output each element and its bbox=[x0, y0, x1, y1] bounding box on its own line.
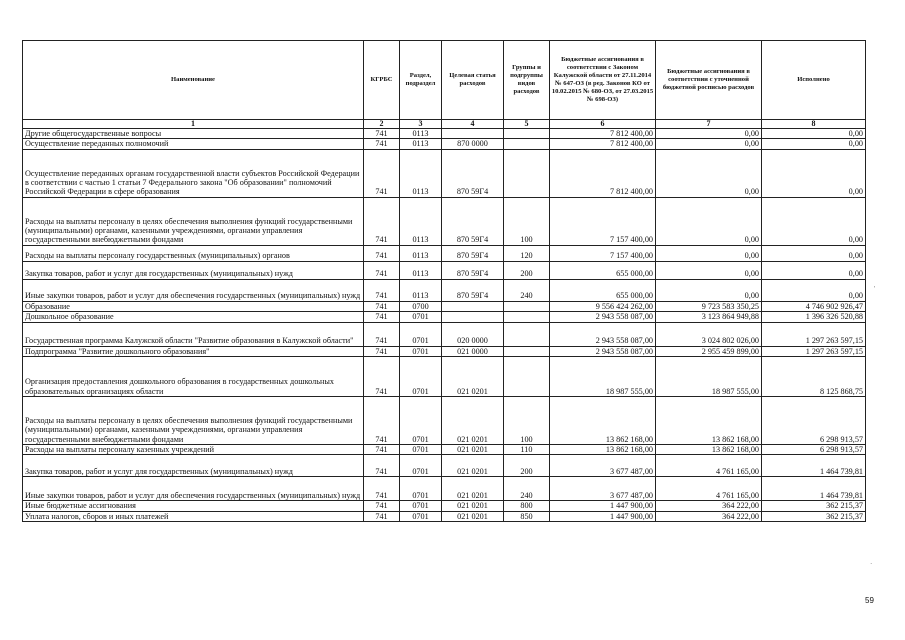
cell-name: Дошкольное образование bbox=[23, 312, 364, 322]
cell-refined: 13 862 168,00 bbox=[656, 397, 762, 445]
table-row bbox=[23, 129, 866, 139]
cell-target: 021 0201 bbox=[442, 477, 504, 501]
table-row bbox=[23, 455, 866, 477]
col-header-name: Наименование bbox=[23, 41, 364, 120]
cell-group: 850 bbox=[504, 511, 550, 521]
cell-name: Иные закупки товаров, работ и услуг для обеспечения государственных (муниципальных) нужд bbox=[23, 279, 364, 301]
cell-kgrbs: 741 bbox=[364, 279, 400, 301]
cell-refined: 2 955 459 899,00 bbox=[656, 346, 762, 356]
cell-kgrbs: 741 bbox=[364, 197, 400, 245]
table-row bbox=[23, 261, 866, 279]
cell-refined: 3 024 802 026,00 bbox=[656, 322, 762, 346]
table-body bbox=[23, 129, 866, 522]
cell-refined: 0,00 bbox=[656, 261, 762, 279]
cell-target: 870 0000 bbox=[442, 139, 504, 149]
cell-exec: 0,00 bbox=[762, 279, 866, 301]
cell-target bbox=[442, 129, 504, 139]
cell-target: 020 0000 bbox=[442, 322, 504, 346]
col-number: 7 bbox=[656, 120, 762, 129]
cell-alloc: 1 447 900,00 bbox=[550, 511, 656, 521]
cell-refined: 364 222,00 bbox=[656, 511, 762, 521]
col-header-allocations: Бюджетные ассигнования в соответствии с Законом Калужской области от 27.11.2014 № 647-ОЗ (в ред. Законов КО от 10.02.2015 № 680-ОЗ, от 27.03.2015 № 698-ОЗ) bbox=[550, 41, 656, 120]
cell-target bbox=[442, 312, 504, 322]
cell-alloc: 7 812 400,00 bbox=[550, 149, 656, 197]
cell-name: Образование bbox=[23, 301, 364, 311]
cell-exec: 362 215,37 bbox=[762, 511, 866, 521]
cell-kgrbs: 741 bbox=[364, 322, 400, 346]
cell-group: 240 bbox=[504, 279, 550, 301]
cell-refined: 0,00 bbox=[656, 245, 762, 261]
col-number: 5 bbox=[504, 120, 550, 129]
cell-exec: 1 396 326 520,88 bbox=[762, 312, 866, 322]
cell-alloc: 2 943 558 087,00 bbox=[550, 322, 656, 346]
cell-group: 110 bbox=[504, 445, 550, 455]
cell-exec: 0,00 bbox=[762, 261, 866, 279]
cell-group bbox=[504, 301, 550, 311]
cell-section: 0701 bbox=[400, 397, 442, 445]
cell-name: Расходы на выплаты персоналу казенных учреждений bbox=[23, 445, 364, 455]
col-number: 2 bbox=[364, 120, 400, 129]
cell-target: 021 0000 bbox=[442, 346, 504, 356]
cell-kgrbs: 741 bbox=[364, 245, 400, 261]
cell-refined: 364 222,00 bbox=[656, 501, 762, 511]
cell-group: 100 bbox=[504, 397, 550, 445]
cell-section: 0113 bbox=[400, 245, 442, 261]
cell-group bbox=[504, 346, 550, 356]
cell-refined: 3 123 864 949,88 bbox=[656, 312, 762, 322]
table-row bbox=[23, 511, 866, 521]
cell-section: 0113 bbox=[400, 129, 442, 139]
cell-name: Закупка товаров, работ и услуг для государственных (муниципальных) нужд bbox=[23, 261, 364, 279]
col-header-execution: Исполнено bbox=[762, 41, 866, 120]
cell-section: 0113 bbox=[400, 149, 442, 197]
cell-group: 800 bbox=[504, 501, 550, 511]
col-header-refined: Бюджетные ассигнования в соответствии с уточненной бюджетной росписью расходов bbox=[656, 41, 762, 120]
cell-refined: 9 723 583 350,25 bbox=[656, 301, 762, 311]
cell-group: 100 bbox=[504, 197, 550, 245]
cell-name: Осуществление переданных органам государственной власти субъектов Российской Федерации в соответствии с частью 1 статьи 7 Федерального закона "Об образовании" полномочий Российской Федерации в сфере образования bbox=[23, 149, 364, 197]
cell-name: Подпрограмма "Развитие дошкольного образования" bbox=[23, 346, 364, 356]
cell-alloc: 2 943 558 087,00 bbox=[550, 346, 656, 356]
cell-section: 0701 bbox=[400, 312, 442, 322]
cell-section: 0113 bbox=[400, 261, 442, 279]
cell-name: Иные закупки товаров, работ и услуг для обеспечения государственных (муниципальных) нужд bbox=[23, 477, 364, 501]
cell-target: 870 59Г4 bbox=[442, 279, 504, 301]
table-row bbox=[23, 357, 866, 397]
budget-table bbox=[22, 40, 866, 522]
cell-kgrbs: 741 bbox=[364, 149, 400, 197]
cell-kgrbs: 741 bbox=[364, 501, 400, 511]
cell-kgrbs: 741 bbox=[364, 445, 400, 455]
cell-name: Закупка товаров, работ и услуг для государственных (муниципальных) нужд bbox=[23, 455, 364, 477]
cell-kgrbs: 741 bbox=[364, 397, 400, 445]
cell-alloc: 13 862 168,00 bbox=[550, 445, 656, 455]
cell-refined: 18 987 555,00 bbox=[656, 357, 762, 397]
cell-section: 0701 bbox=[400, 501, 442, 511]
table-row bbox=[23, 139, 866, 149]
cell-group bbox=[504, 312, 550, 322]
header-row bbox=[23, 41, 866, 120]
cell-refined: 0,00 bbox=[656, 129, 762, 139]
cell-section: 0113 bbox=[400, 139, 442, 149]
cell-alloc: 18 987 555,00 bbox=[550, 357, 656, 397]
cell-target: 021 0201 bbox=[442, 397, 504, 445]
cell-group bbox=[504, 149, 550, 197]
cell-refined: 0,00 bbox=[656, 279, 762, 301]
table-row bbox=[23, 149, 866, 197]
cell-exec: 0,00 bbox=[762, 129, 866, 139]
cell-group bbox=[504, 357, 550, 397]
cell-target: 021 0201 bbox=[442, 455, 504, 477]
cell-target: 870 59Г4 bbox=[442, 261, 504, 279]
cell-name: Организация предоставления дошкольного образования в государственных дошкольных образовательных организациях области bbox=[23, 357, 364, 397]
cell-refined: 0,00 bbox=[656, 149, 762, 197]
cell-alloc: 7 812 400,00 bbox=[550, 139, 656, 149]
table-row bbox=[23, 301, 866, 311]
cell-target: 021 0201 bbox=[442, 445, 504, 455]
cell-group: 200 bbox=[504, 455, 550, 477]
col-number: 3 bbox=[400, 120, 442, 129]
cell-kgrbs: 741 bbox=[364, 511, 400, 521]
cell-section: 0701 bbox=[400, 477, 442, 501]
cell-alloc: 655 000,00 bbox=[550, 279, 656, 301]
cell-target bbox=[442, 301, 504, 311]
col-number: 6 bbox=[550, 120, 656, 129]
cell-alloc: 7 157 400,00 bbox=[550, 197, 656, 245]
cell-refined: 4 761 165,00 bbox=[656, 477, 762, 501]
cell-target: 021 0201 bbox=[442, 357, 504, 397]
table-row bbox=[23, 397, 866, 445]
cell-target: 870 59Г4 bbox=[442, 149, 504, 197]
cell-kgrbs: 741 bbox=[364, 357, 400, 397]
cell-section: 0701 bbox=[400, 357, 442, 397]
cell-name: Иные бюджетные ассигнования bbox=[23, 501, 364, 511]
cell-exec: 0,00 bbox=[762, 245, 866, 261]
cell-alloc: 13 862 168,00 bbox=[550, 397, 656, 445]
cell-refined: 4 761 165,00 bbox=[656, 455, 762, 477]
cell-kgrbs: 741 bbox=[364, 301, 400, 311]
cell-name: Государственная программа Калужской области "Развитие образования в Калужской области" bbox=[23, 322, 364, 346]
cell-alloc: 2 943 558 087,00 bbox=[550, 312, 656, 322]
cell-exec: 4 746 902 926,47 bbox=[762, 301, 866, 311]
cell-name: Расходы на выплаты персоналу в целях обеспечения выполнения функций государственными (муниципальными) органами, казенными учреждениями, органами управления государственными внебюджетными фондами bbox=[23, 197, 364, 245]
cell-exec: 1 464 739,81 bbox=[762, 477, 866, 501]
cell-alloc: 1 447 900,00 bbox=[550, 501, 656, 511]
cell-alloc: 655 000,00 bbox=[550, 261, 656, 279]
table-row bbox=[23, 197, 866, 245]
cell-section: 0701 bbox=[400, 445, 442, 455]
cell-alloc: 7 812 400,00 bbox=[550, 129, 656, 139]
cell-exec: 0,00 bbox=[762, 197, 866, 245]
cell-exec: 1 464 739,81 bbox=[762, 455, 866, 477]
col-header-section: Раздел, подраздел bbox=[400, 41, 442, 120]
cell-alloc: 3 677 487,00 bbox=[550, 477, 656, 501]
col-header-target: Целевая статья расходов bbox=[442, 41, 504, 120]
col-number: 8 bbox=[762, 120, 866, 129]
cell-exec: 1 297 263 597,15 bbox=[762, 346, 866, 356]
cell-exec: 0,00 bbox=[762, 149, 866, 197]
cell-group bbox=[504, 139, 550, 149]
cell-exec: 0,00 bbox=[762, 139, 866, 149]
cell-name: Осуществление переданных полномочий bbox=[23, 139, 364, 149]
cell-exec: 362 215,37 bbox=[762, 501, 866, 511]
table-row bbox=[23, 245, 866, 261]
cell-alloc: 7 157 400,00 bbox=[550, 245, 656, 261]
col-header-groups: Группы и подгруппы видов расходов bbox=[504, 41, 550, 120]
cell-kgrbs: 741 bbox=[364, 312, 400, 322]
table-row bbox=[23, 501, 866, 511]
cell-kgrbs: 741 bbox=[364, 455, 400, 477]
scan-speck: · bbox=[870, 560, 873, 568]
cell-target: 021 0201 bbox=[442, 501, 504, 511]
cell-group: 200 bbox=[504, 261, 550, 279]
cell-kgrbs: 741 bbox=[364, 261, 400, 279]
cell-alloc: 3 677 487,00 bbox=[550, 455, 656, 477]
table-row bbox=[23, 312, 866, 322]
table-row bbox=[23, 322, 866, 346]
cell-group bbox=[504, 129, 550, 139]
cell-refined: 0,00 bbox=[656, 197, 762, 245]
cell-section: 0701 bbox=[400, 322, 442, 346]
scan-speck: ' bbox=[874, 285, 876, 293]
cell-name: Расходы на выплаты персоналу в целях обеспечения выполнения функций государственными (муниципальными) органами, казенными учреждениями, органами управления государственными внебюджетными фондами bbox=[23, 397, 364, 445]
cell-section: 0701 bbox=[400, 455, 442, 477]
cell-section: 0113 bbox=[400, 279, 442, 301]
cell-kgrbs: 741 bbox=[364, 346, 400, 356]
cell-group bbox=[504, 322, 550, 346]
cell-group: 120 bbox=[504, 245, 550, 261]
cell-section: 0701 bbox=[400, 511, 442, 521]
cell-kgrbs: 741 bbox=[364, 477, 400, 501]
table-row bbox=[23, 279, 866, 301]
col-number: 1 bbox=[23, 120, 364, 129]
cell-section: 0700 bbox=[400, 301, 442, 311]
cell-target: 870 59Г4 bbox=[442, 245, 504, 261]
table-row bbox=[23, 477, 866, 501]
col-header-kgrbs: КГРБС bbox=[364, 41, 400, 120]
cell-kgrbs: 741 bbox=[364, 129, 400, 139]
cell-refined: 13 862 168,00 bbox=[656, 445, 762, 455]
cell-name: Расходы на выплаты персоналу государственных (муниципальных) органов bbox=[23, 245, 364, 261]
cell-exec: 1 297 263 597,15 bbox=[762, 322, 866, 346]
cell-section: 0113 bbox=[400, 197, 442, 245]
cell-alloc: 9 556 424 262,00 bbox=[550, 301, 656, 311]
col-number: 4 bbox=[442, 120, 504, 129]
cell-target: 870 59Г4 bbox=[442, 197, 504, 245]
cell-name: Другие общегосударственные вопросы bbox=[23, 129, 364, 139]
cell-exec: 6 298 913,57 bbox=[762, 397, 866, 445]
column-number-row bbox=[23, 120, 866, 129]
page-number: 59 bbox=[865, 596, 874, 605]
cell-group: 240 bbox=[504, 477, 550, 501]
cell-kgrbs: 741 bbox=[364, 139, 400, 149]
cell-name: Уплата налогов, сборов и иных платежей bbox=[23, 511, 364, 521]
cell-section: 0701 bbox=[400, 346, 442, 356]
cell-refined: 0,00 bbox=[656, 139, 762, 149]
table-row bbox=[23, 445, 866, 455]
table-row bbox=[23, 346, 866, 356]
cell-target: 021 0201 bbox=[442, 511, 504, 521]
cell-exec: 8 125 868,75 bbox=[762, 357, 866, 397]
cell-exec: 6 298 913,57 bbox=[762, 445, 866, 455]
